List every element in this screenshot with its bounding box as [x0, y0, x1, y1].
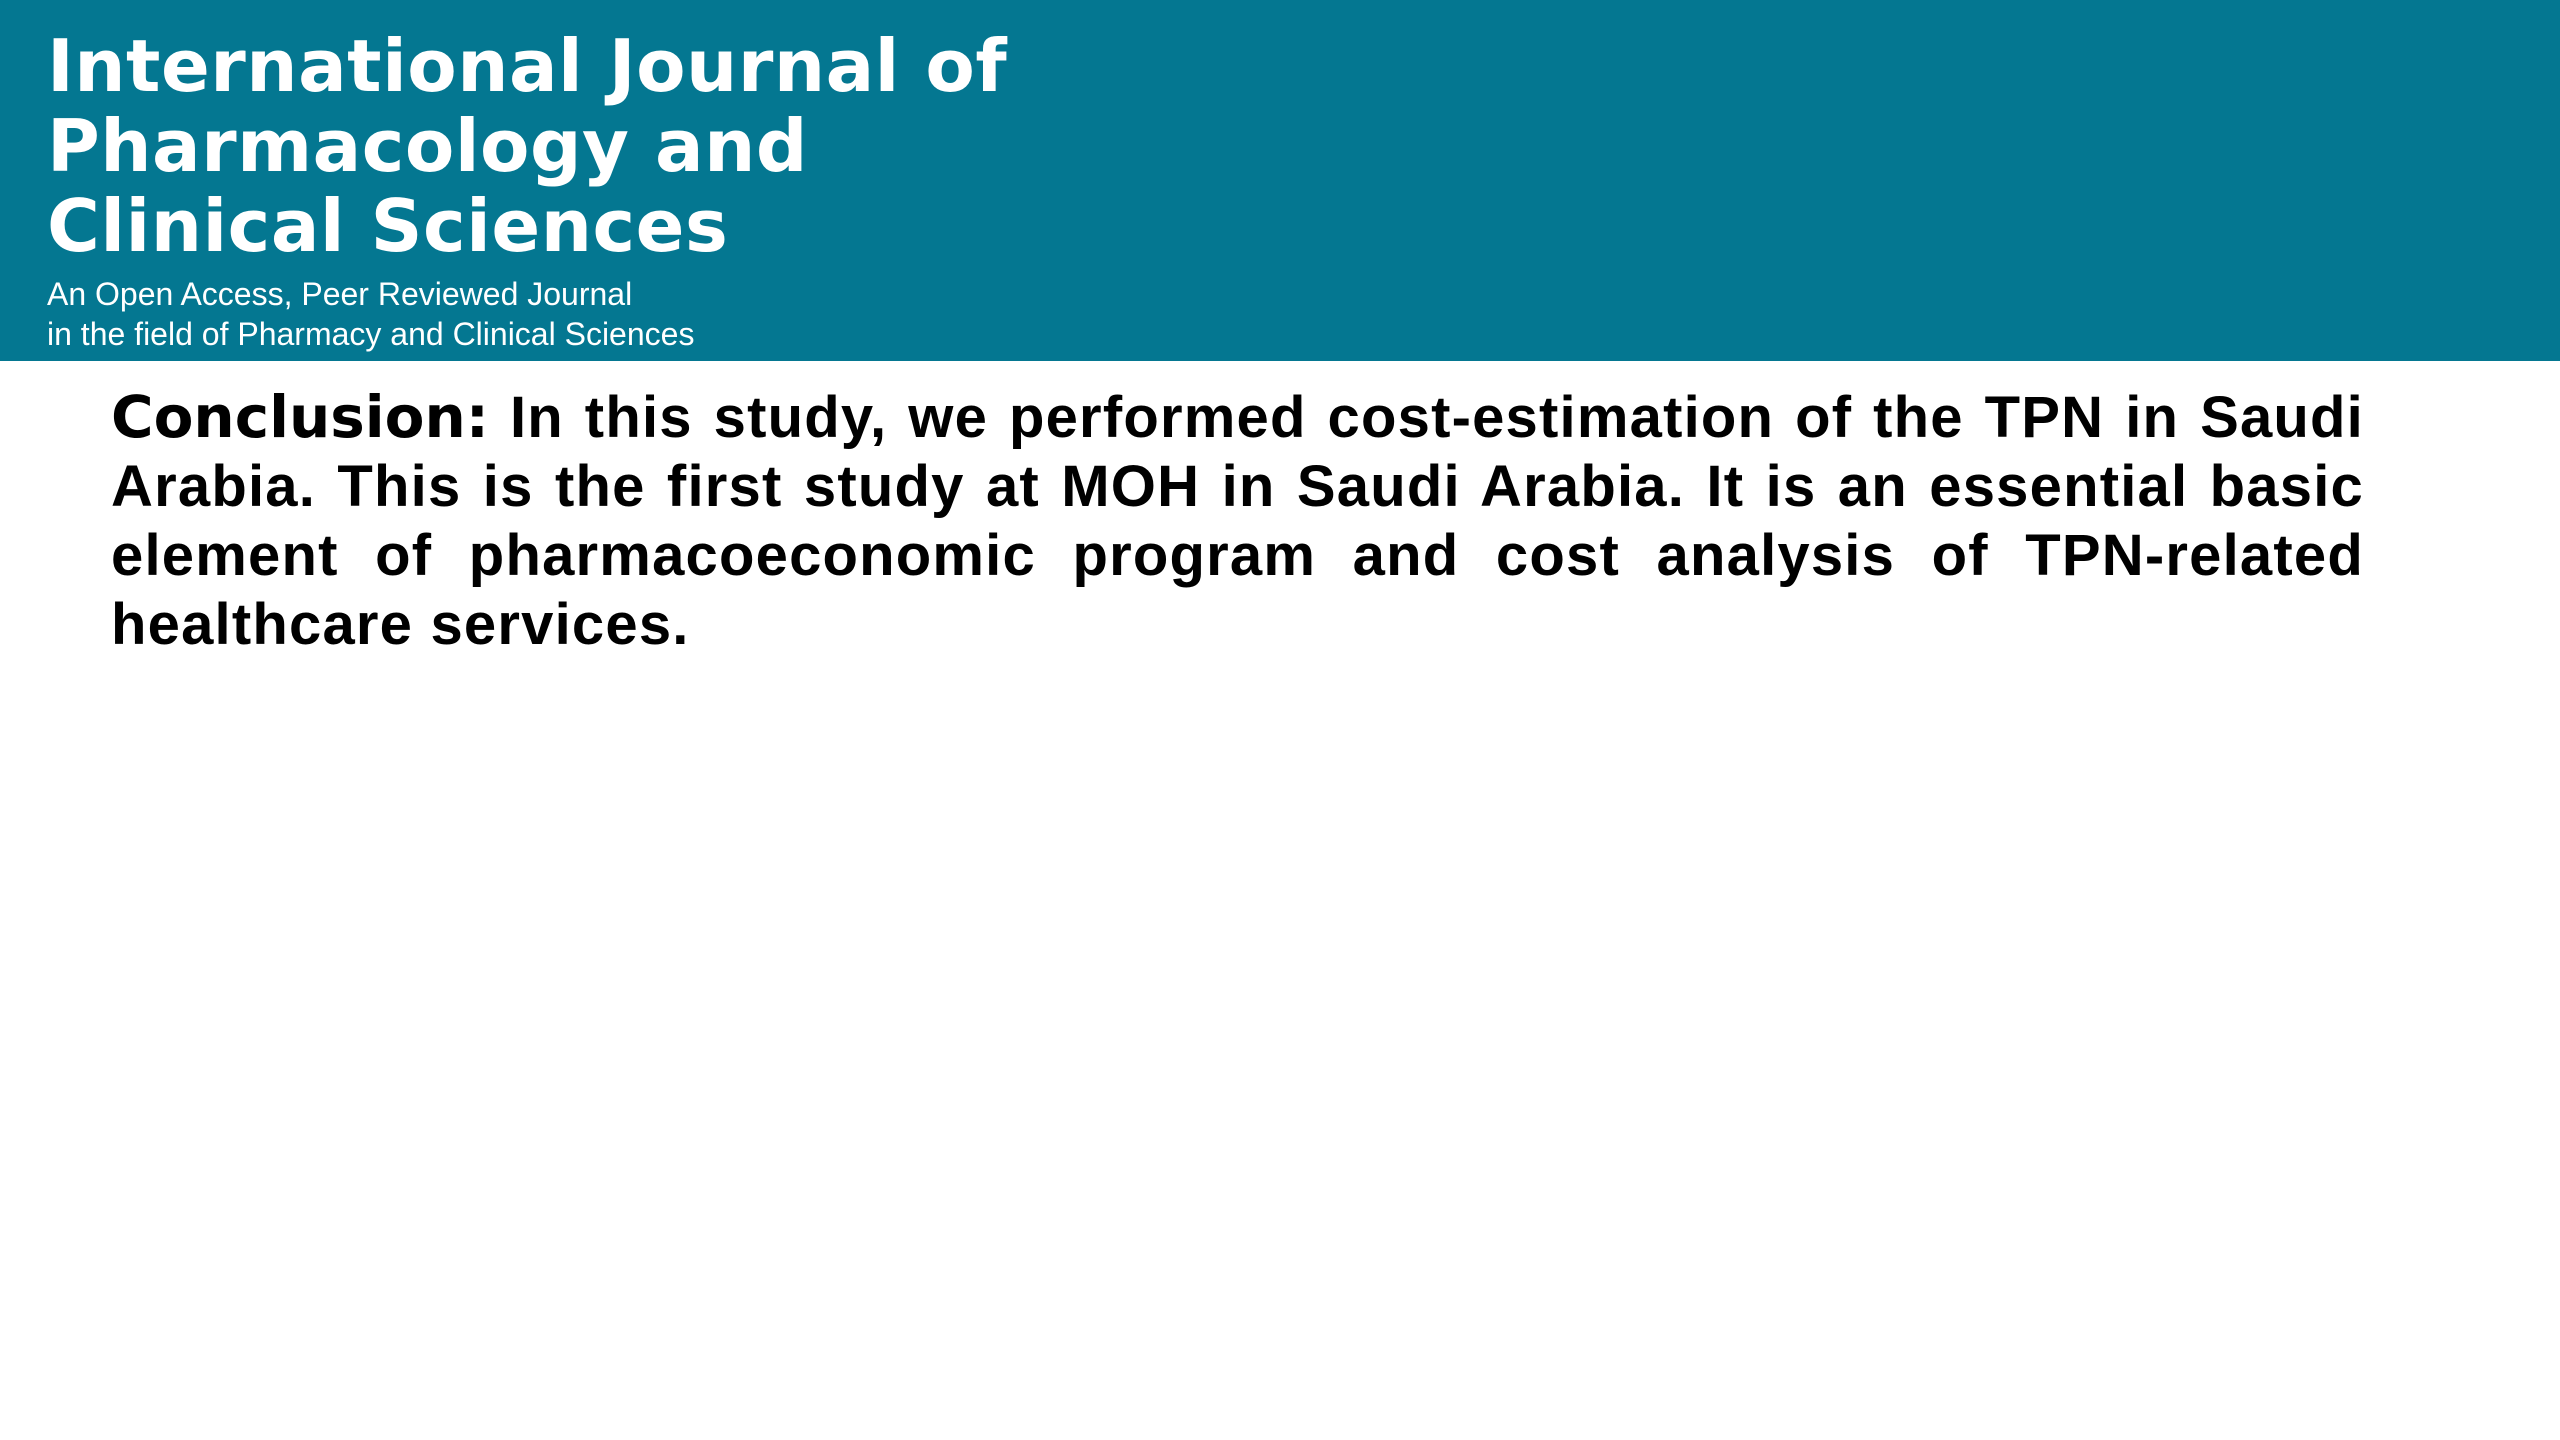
journal-subtitle-line-1: An Open Access, Peer Reviewed Journal	[47, 276, 633, 312]
conclusion-text: In this study, we performed cost-estimation of the TPN in Saudi Arabia. This is the first study at MOH in Saudi Arabia. It is an essential basic element of pharmacoeconomic program and cost analysis of TPN-related healthcare services.	[111, 385, 2364, 657]
journal-title-line-1: International Journal of	[47, 24, 1008, 108]
journal-subtitle-line-2: in the field of Pharmacy and Clinical Sciences	[47, 316, 695, 352]
journal-title-line-2: Pharmacology and	[47, 104, 808, 188]
journal-banner	[0, 0, 2560, 361]
conclusion-paragraph	[111, 383, 2364, 659]
conclusion-label: Conclusion:	[111, 383, 489, 451]
journal-subtitle	[47, 274, 2560, 354]
journal-title-line-3: Clinical Sciences	[47, 184, 729, 268]
journal-title	[47, 26, 2560, 266]
